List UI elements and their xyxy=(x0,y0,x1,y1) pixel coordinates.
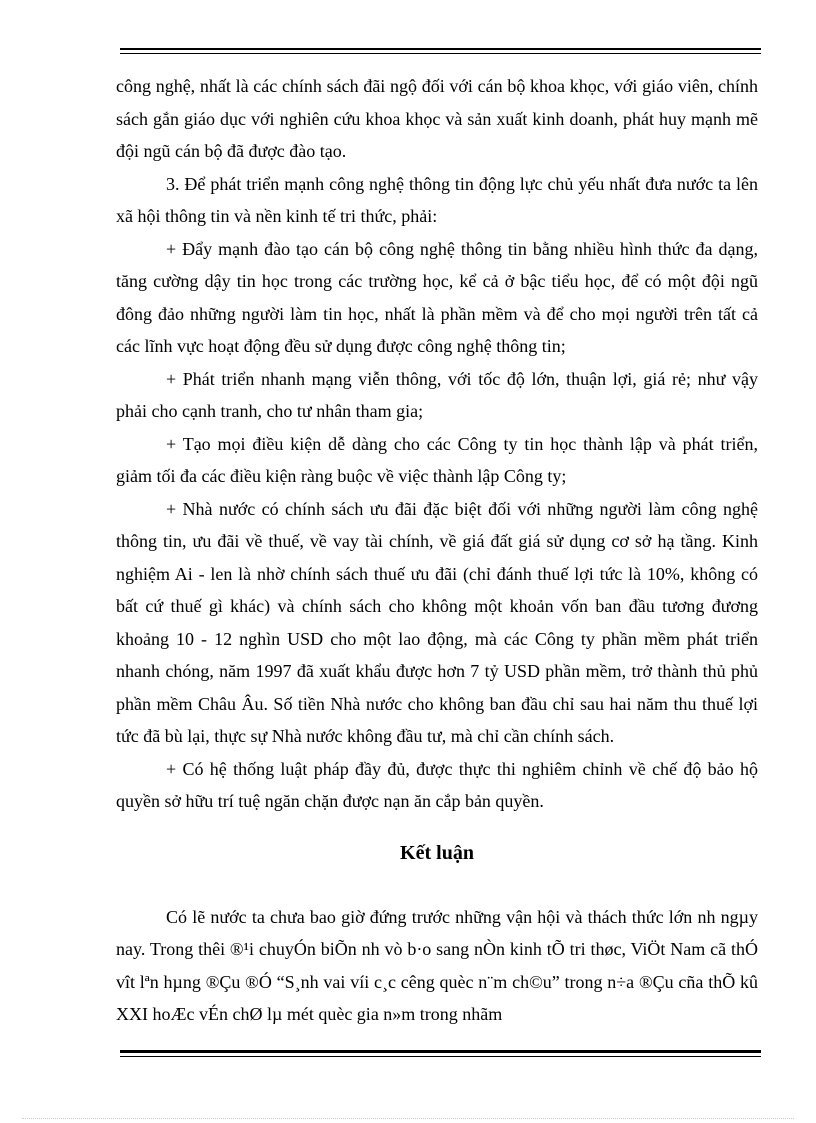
conclusion-paragraph: Có lẽ nước ta chưa bao giờ đứng trước những vận hội và thách thức lớn nh ngµy nay. Trong thêi ®¹i chuyÓn biÕn nh vò b·o sang nÒn kinh tÕ tri thøc, ViÖt Nam cã thÓ vît lªn hµng ®Çu ®Ó “S¸nh vai víi c¸c cêng quèc n¨m ch©u” trong n÷a ®Çu cña thÕ kû XXI hoÆc vÉn chØ lµ mét quèc gia n»m trong nhãm xyxy=(116,906,758,1024)
section-heading: Kết luận xyxy=(400,841,474,864)
body-paragraph: + Có hệ thống luật pháp đầy đủ, được thực thi nghiêm chỉnh về chế độ bảo hộ quyền sở hữu trí tuệ ngăn chặn được nạn ăn cắp bản quyền. xyxy=(116,758,758,811)
page-body xyxy=(116,70,758,1031)
body-paragraph: + Phát triển nhanh mạng viễn thông, với tốc độ lớn, thuận lợi, giá rẻ; như vậy phải cho cạnh tranh, cho tư nhân tham gia; xyxy=(116,368,758,421)
body-paragraph: + Nhà nước có chính sách ưu đãi đặc biệt đối với những người làm công nghệ thông tin, ưu đãi về thuế, về vay tài chính, về giá đất giá sử dụng cơ sở hạ tầng. Kinh nghiệm Ai - len là nhờ chính sách thuế ưu đãi (chỉ đánh thuế lợi tức là 10%, không có bất cứ thuế gì khác) và chính sách cho không một khoản vốn ban đầu tương đương khoảng 10 - 12 nghìn USD cho một lao động, mà các Công ty phần mềm phát triển nhanh chóng, năm 1997 đã xuất khẩu được hơn 7 tỷ USD phần mềm, trở thành thủ phủ phần mềm Châu Âu. Số tiền Nhà nước cho không ban đầu chỉ sau hai năm thu thuế lợi tức đã bù lại, thực sự Nhà nước không đầu tư, mà chỉ cần chính sách. xyxy=(116,498,758,746)
body-paragraph: + Đẩy mạnh đào tạo cán bộ công nghệ thông tin bằng nhiều hình thức đa dạng, tăng cường dậy tin học trong các trường học, kể cả ở bậc tiểu học, để có một đội ngũ đông đảo những người làm tin học, nhất là phần mềm và để cho mọi người trên tất cả các lĩnh vực hoạt động đều sử dụng được công nghệ thông tin; xyxy=(116,238,758,356)
page-edge-dotted-line xyxy=(22,1118,794,1119)
footer-double-rule xyxy=(120,1050,761,1057)
body-paragraph: + Tạo mọi điều kiện dễ dàng cho các Công ty tin học thành lập và phát triển, giảm tối đa các điều kiện ràng buộc về việc thành lập Công ty; xyxy=(116,433,758,486)
body-paragraph: 3. Để phát triển mạnh công nghệ thông tin động lực chủ yếu nhất đưa nước ta lên xã hội thông tin và nền kinh tế tri thức, phải: xyxy=(116,173,758,226)
body-paragraph: công nghệ, nhất là các chính sách đãi ngộ đối với cán bộ khoa khọc, với giáo viên, chính sách gắn giáo dục với nghiên cứu khoa khọc và sản xuất kinh doanh, phát huy mạnh mẽ đội ngũ cán bộ đã được đào tạo. xyxy=(116,76,758,161)
header-double-rule xyxy=(120,48,761,54)
